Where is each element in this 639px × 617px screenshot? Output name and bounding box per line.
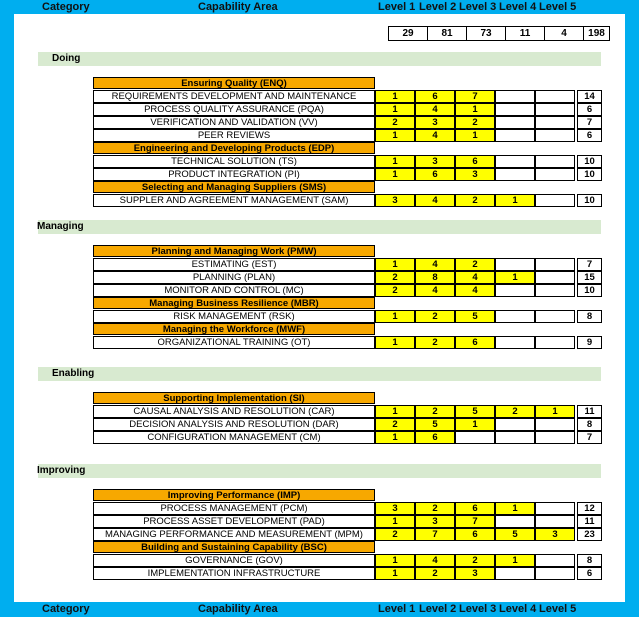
level-1-cell: 3 — [375, 502, 415, 515]
level-5-cell — [535, 554, 575, 567]
level-1-cell: 1 — [375, 129, 415, 142]
row-total-cell: 11 — [577, 515, 602, 528]
capability-name: ESTIMATING (EST) — [93, 258, 375, 271]
capability-name: PROCESS ASSET DEVELOPMENT (PAD) — [93, 515, 375, 528]
section-label: Managing — [37, 221, 84, 232]
level-5-cell — [535, 418, 575, 431]
capability-name: PROCESS MANAGEMENT (PCM) — [93, 502, 375, 515]
level-3-cell: 6 — [455, 528, 495, 541]
header-category: Category — [42, 1, 90, 13]
level-3-cell: 2 — [455, 258, 495, 271]
level-5-cell: 3 — [535, 528, 575, 541]
level-3-cell: 4 — [455, 284, 495, 297]
level-3-cell: 1 — [455, 418, 495, 431]
level-4-cell — [495, 431, 535, 444]
level-2-cell: 2 — [415, 310, 455, 323]
row-total-cell: 6 — [577, 567, 602, 580]
level-1-cell: 2 — [375, 271, 415, 284]
capability-name: REQUIREMENTS DEVELOPMENT AND MAINTENANCE — [93, 90, 375, 103]
level-4-cell — [495, 168, 535, 181]
level-2-cell: 2 — [415, 336, 455, 349]
level-4-cell: 1 — [495, 194, 535, 207]
row-total-cell: 9 — [577, 336, 602, 349]
level-2-cell: 4 — [415, 194, 455, 207]
level-3-cell: 5 — [455, 310, 495, 323]
level-1-cell: 1 — [375, 310, 415, 323]
level-1-cell: 2 — [375, 116, 415, 129]
category-header: Planning and Managing Work (PMW) — [93, 245, 375, 257]
header-level-5: Level 5 — [539, 1, 577, 13]
row-total-cell: 12 — [577, 502, 602, 515]
level-1-cell: 3 — [375, 194, 415, 207]
level-5-cell — [535, 116, 575, 129]
category-header: Selecting and Managing Suppliers (SMS) — [93, 181, 375, 193]
capability-name: IMPLEMENTATION INFRASTRUCTURE — [93, 567, 375, 580]
level-3-cell: 2 — [455, 554, 495, 567]
bottom-header — [0, 602, 639, 616]
capability-name: RISK MANAGEMENT (RSK) — [93, 310, 375, 323]
row-total-cell: 10 — [577, 284, 602, 297]
level-1-cell: 1 — [375, 336, 415, 349]
footer-level-2: Level 2 — [419, 603, 457, 615]
level-1-cell: 1 — [375, 90, 415, 103]
level-2-cell: 6 — [415, 431, 455, 444]
header-level-3: Level 3 — [459, 1, 497, 13]
level-3-cell — [455, 431, 495, 444]
level-3-cell: 4 — [455, 271, 495, 284]
level-1-cell: 1 — [375, 168, 415, 181]
level-2-cell: 2 — [415, 405, 455, 418]
level-4-cell — [495, 515, 535, 528]
total-level-5: 4 — [545, 27, 584, 40]
row-total-cell: 6 — [577, 129, 602, 142]
level-5-cell — [535, 567, 575, 580]
level-5-cell — [535, 502, 575, 515]
level-2-cell: 7 — [415, 528, 455, 541]
level-5-cell — [535, 129, 575, 142]
category-header: Ensuring Quality (ENQ) — [93, 77, 375, 89]
capability-name: MONITOR AND CONTROL (MC) — [93, 284, 375, 297]
row-total-cell: 15 — [577, 271, 602, 284]
level-1-cell: 1 — [375, 155, 415, 168]
row-total-cell: 7 — [577, 431, 602, 444]
level-1-cell: 2 — [375, 418, 415, 431]
total-level-1: 29 — [389, 27, 428, 40]
total-level-3: 73 — [467, 27, 506, 40]
row-total-cell: 8 — [577, 554, 602, 567]
level-2-cell: 6 — [415, 168, 455, 181]
row-total-cell: 11 — [577, 405, 602, 418]
capability-name: CONFIGURATION MANAGEMENT (CM) — [93, 431, 375, 444]
level-3-cell: 3 — [455, 567, 495, 580]
totals-row — [388, 26, 610, 41]
category-header: Building and Sustaining Capability (BSC) — [93, 541, 375, 553]
level-4-cell: 5 — [495, 528, 535, 541]
level-3-cell: 1 — [455, 103, 495, 116]
level-5-cell — [535, 155, 575, 168]
capability-name: PROCESS QUALITY ASSURANCE (PQA) — [93, 103, 375, 116]
level-5-cell — [535, 103, 575, 116]
level-1-cell: 1 — [375, 103, 415, 116]
level-3-cell: 2 — [455, 194, 495, 207]
level-5-cell — [535, 194, 575, 207]
level-2-cell: 4 — [415, 284, 455, 297]
section-label: Doing — [52, 53, 81, 64]
row-total-cell: 14 — [577, 90, 602, 103]
header-capability-area: Capability Area — [198, 1, 278, 13]
footer-capability-area: Capability Area — [198, 603, 278, 615]
level-5-cell: 1 — [535, 405, 575, 418]
capability-name: SUPPLER AND AGREEMENT MANAGEMENT (SAM) — [93, 194, 375, 207]
level-4-cell — [495, 258, 535, 271]
level-5-cell — [535, 258, 575, 271]
level-3-cell: 6 — [455, 155, 495, 168]
level-4-cell — [495, 103, 535, 116]
level-5-cell — [535, 271, 575, 284]
level-1-cell: 1 — [375, 431, 415, 444]
section-label: Enabling — [52, 368, 95, 379]
row-total-cell: 10 — [577, 155, 602, 168]
capability-name: CAUSAL ANALYSIS AND RESOLUTION (CAR) — [93, 405, 375, 418]
level-4-cell: 1 — [495, 271, 535, 284]
total-grand: 198 — [588, 28, 605, 39]
level-2-cell: 4 — [415, 129, 455, 142]
row-total-cell: 7 — [577, 258, 602, 271]
level-5-cell — [535, 310, 575, 323]
level-1-cell: 1 — [375, 405, 415, 418]
level-4-cell — [495, 310, 535, 323]
row-total-cell: 8 — [577, 310, 602, 323]
level-2-cell: 3 — [415, 515, 455, 528]
header-level-1: Level 1 — [378, 1, 416, 13]
capability-name: PEER REVIEWS — [93, 129, 375, 142]
level-5-cell — [535, 431, 575, 444]
level-4-cell — [495, 418, 535, 431]
category-header: Managing the Workforce (MWF) — [93, 323, 375, 335]
level-2-cell: 3 — [415, 116, 455, 129]
header-level-4: Level 4 — [499, 1, 537, 13]
row-total-cell: 10 — [577, 194, 602, 207]
row-total-cell: 6 — [577, 103, 602, 116]
capability-name: DECISION ANALYSIS AND RESOLUTION (DAR) — [93, 418, 375, 431]
level-3-cell: 1 — [455, 129, 495, 142]
capability-name: PRODUCT INTEGRATION (PI) — [93, 168, 375, 181]
level-1-cell: 1 — [375, 258, 415, 271]
level-1-cell: 1 — [375, 567, 415, 580]
level-2-cell: 2 — [415, 502, 455, 515]
total-level-2: 81 — [428, 27, 467, 40]
level-4-cell — [495, 116, 535, 129]
category-header: Supporting Implementation (SI) — [93, 392, 375, 404]
row-total-cell: 7 — [577, 116, 602, 129]
level-2-cell: 6 — [415, 90, 455, 103]
level-4-cell — [495, 90, 535, 103]
capability-name: PLANNING (PLAN) — [93, 271, 375, 284]
level-4-cell — [495, 129, 535, 142]
section-label: Improving — [37, 465, 86, 476]
total-level-4: 11 — [506, 27, 545, 40]
level-4-cell — [495, 155, 535, 168]
section-bar — [38, 464, 601, 478]
level-2-cell: 5 — [415, 418, 455, 431]
level-1-cell: 2 — [375, 528, 415, 541]
footer-category: Category — [42, 603, 90, 615]
level-2-cell: 3 — [415, 155, 455, 168]
level-3-cell: 2 — [455, 116, 495, 129]
level-4-cell — [495, 567, 535, 580]
level-3-cell: 5 — [455, 405, 495, 418]
capability-name: GOVERNANCE (GOV) — [93, 554, 375, 567]
level-5-cell — [535, 284, 575, 297]
capability-name: VERIFICATION AND VALIDATION (VV) — [93, 116, 375, 129]
header-level-2: Level 2 — [419, 1, 457, 13]
level-5-cell — [535, 336, 575, 349]
level-5-cell — [535, 168, 575, 181]
capability-name: MANAGING PERFORMANCE AND MEASUREMENT (MPM) — [93, 528, 375, 541]
category-header: Engineering and Developing Products (EDP) — [93, 142, 375, 154]
capability-name: TECHNICAL SOLUTION (TS) — [93, 155, 375, 168]
level-4-cell — [495, 284, 535, 297]
level-3-cell: 6 — [455, 502, 495, 515]
level-2-cell: 4 — [415, 258, 455, 271]
section-bar — [38, 367, 601, 381]
section-bar — [38, 52, 601, 66]
row-total-cell: 8 — [577, 418, 602, 431]
level-2-cell: 4 — [415, 103, 455, 116]
footer-level-3: Level 3 — [459, 603, 497, 615]
level-2-cell: 8 — [415, 271, 455, 284]
footer-level-5: Level 5 — [539, 603, 577, 615]
capability-name: ORGANIZATIONAL TRAINING (OT) — [93, 336, 375, 349]
level-4-cell: 2 — [495, 405, 535, 418]
level-3-cell: 6 — [455, 336, 495, 349]
level-2-cell: 2 — [415, 567, 455, 580]
footer-level-4: Level 4 — [499, 603, 537, 615]
level-1-cell: 2 — [375, 284, 415, 297]
level-3-cell: 3 — [455, 168, 495, 181]
level-1-cell: 1 — [375, 554, 415, 567]
level-3-cell: 7 — [455, 515, 495, 528]
section-bar — [38, 220, 601, 234]
level-4-cell — [495, 336, 535, 349]
top-header — [0, 0, 639, 14]
level-5-cell — [535, 515, 575, 528]
capability-sheet — [14, 14, 625, 602]
level-1-cell: 1 — [375, 515, 415, 528]
level-4-cell: 1 — [495, 554, 535, 567]
level-2-cell: 4 — [415, 554, 455, 567]
category-header: Improving Performance (IMP) — [93, 489, 375, 501]
row-total-cell: 10 — [577, 168, 602, 181]
level-3-cell: 7 — [455, 90, 495, 103]
level-5-cell — [535, 90, 575, 103]
row-total-cell: 23 — [577, 528, 602, 541]
footer-level-1: Level 1 — [378, 603, 416, 615]
category-header: Managing Business Resilience (MBR) — [93, 297, 375, 309]
level-4-cell: 1 — [495, 502, 535, 515]
